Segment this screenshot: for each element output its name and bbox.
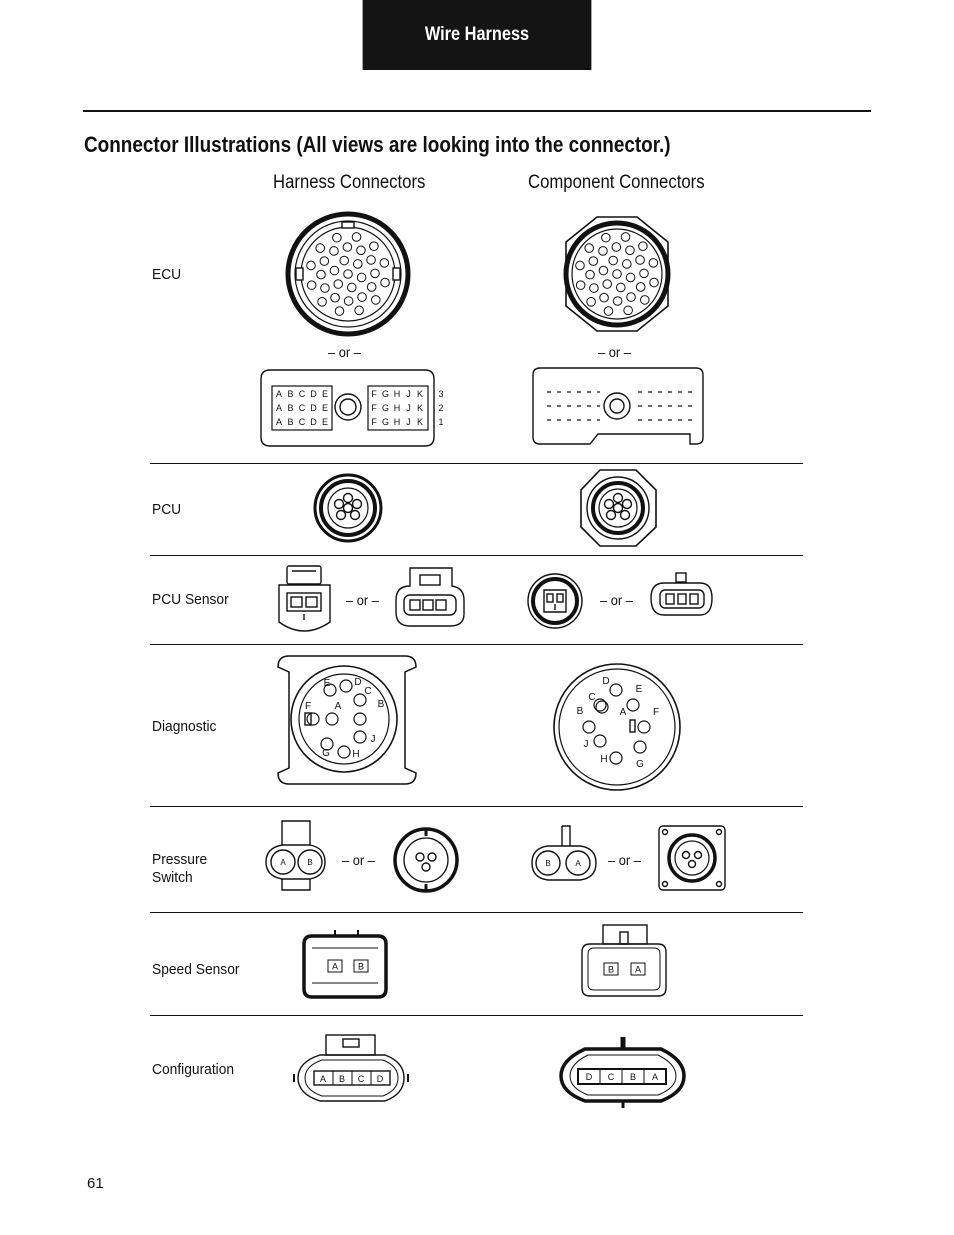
or-label: – or – [608, 852, 641, 868]
ecu-row-number: 2 [438, 403, 444, 413]
ecu-pin-label: H [393, 403, 401, 413]
ecu-pin-label: K [416, 389, 424, 399]
or-label: – or – [346, 592, 379, 608]
row-label-pcu: PCU [152, 501, 182, 518]
pressure-pin-label: B [545, 859, 551, 868]
diagnostic-pin-label: D [602, 676, 610, 687]
diagnostic-pin-label: B [576, 706, 584, 717]
diagnostic-pin [610, 684, 622, 696]
ecu-pin [320, 257, 329, 266]
ecu-pin [626, 273, 635, 282]
page-title: Connector Illustrations (All views are looking into the connector.) [84, 132, 671, 157]
diagnostic-harness-pins [305, 677, 385, 760]
pressure-pin-label: A [575, 859, 581, 868]
page-number: 61 [87, 1175, 104, 1192]
configuration-harness-connector [294, 1035, 408, 1101]
diagnostic-pin-label: J [583, 739, 589, 750]
ecu-pin [343, 243, 352, 252]
pcu-sensor-component-alt-connector [651, 573, 712, 615]
ecu-pin [330, 266, 339, 275]
ecu-pin [613, 270, 622, 279]
ecu-pin [380, 259, 389, 268]
ecu-pin-label: E [321, 403, 329, 413]
ecu-pin-label: J [406, 403, 411, 413]
ecu-pin [371, 269, 380, 278]
ecu-harness-circular-connector [288, 214, 408, 334]
ecu-pin-label: B [287, 417, 294, 427]
ecu-pin [358, 293, 367, 302]
diagnostic-pin-label: E [323, 678, 331, 689]
ecu-pin-label: F [371, 403, 377, 413]
ecu-pin [318, 298, 327, 307]
ecu-pin [372, 296, 381, 305]
diagnostic-pin-label: A [334, 701, 342, 712]
ecu-row-number: 3 [438, 389, 444, 399]
ecu-pin [340, 256, 349, 265]
ecu-pin [587, 298, 596, 307]
ecu-pin-labels [276, 389, 444, 427]
ecu-pin [344, 270, 353, 279]
ecu-pin [381, 278, 390, 287]
pressure-pin-label: B [307, 858, 313, 867]
pcu-component-connector [581, 470, 656, 546]
ecu-pin [585, 244, 594, 253]
ecu-pin-label: A [275, 417, 283, 427]
config-pin-label: B [338, 1074, 346, 1084]
pressure-pin-label: A [280, 858, 286, 867]
ecu-pin-label: D [310, 389, 317, 399]
ecu-pin [357, 246, 366, 255]
or-label: – or – [598, 344, 631, 360]
speed-pin-label: A [634, 964, 642, 975]
diagnostic-pin-label: F [652, 707, 660, 718]
diagnostic-pin [338, 746, 350, 758]
ecu-pin-label: F [371, 389, 377, 399]
ecu-pin-label: A [275, 389, 283, 399]
diagnostic-harness-connector [278, 656, 416, 784]
diagnostic-pin-label: A [619, 707, 627, 718]
diagnostic-pin-label: F [304, 701, 312, 712]
ecu-pin-label: J [406, 417, 411, 427]
ecu-pin [621, 233, 630, 242]
diagnostic-component-pins [577, 676, 659, 770]
ecu-pin [576, 281, 585, 290]
ecu-pin [357, 273, 366, 282]
ecu-pin [626, 246, 635, 255]
diagnostic-pin [594, 735, 606, 747]
diagnostic-pin [638, 721, 650, 733]
diagnostic-pin-label: E [635, 684, 643, 695]
ecu-pin [616, 283, 625, 292]
diagnostic-pin-label: H [600, 754, 608, 765]
ecu-pin-label: H [393, 389, 401, 399]
pcu-sensor-component-connector [528, 574, 582, 628]
configuration-pin-labels [314, 1069, 666, 1085]
diagnostic-pin [583, 721, 595, 733]
ecu-pin-label: C [298, 403, 306, 413]
ecu-pin [612, 243, 621, 252]
ecu-pin [321, 284, 330, 293]
config-pin-label: A [319, 1074, 327, 1084]
pressure-label-line1: Pressure [152, 851, 208, 868]
ecu-pin [316, 244, 325, 253]
ecu-pin [355, 306, 364, 315]
ecu-pin [317, 270, 326, 279]
ecu-row-number: 1 [438, 417, 444, 427]
ecu-pin [590, 284, 599, 293]
ecu-pin [602, 233, 611, 242]
diagnostic-pin-label: C [364, 686, 372, 697]
speed-sensor-component-connector [582, 925, 666, 996]
ecu-pin [576, 261, 585, 270]
ecu-component-rectangular-connector [533, 368, 703, 444]
row-label-diagnostic: Diagnostic [152, 718, 217, 735]
ecu-pin [334, 280, 343, 289]
ecu-pin [636, 283, 645, 292]
ecu-pin [641, 296, 650, 305]
row-label-speed-sensor: Speed Sensor [152, 961, 240, 978]
component-connectors-heading: Component Connectors [528, 172, 705, 193]
config-pin-label: B [629, 1072, 637, 1082]
speed-pin-label: A [331, 961, 339, 972]
ecu-pin [622, 260, 631, 269]
ecu-pin [367, 283, 376, 292]
pressure-label-line2: Switch [152, 869, 193, 886]
row-label-ecu: ECU [152, 266, 182, 283]
ecu-pin-label: E [321, 417, 329, 427]
speed-pin-label: B [357, 961, 365, 972]
ecu-pin-label: C [298, 417, 306, 427]
ecu-pin-field [576, 233, 659, 316]
section-tab: Wire Harness [363, 0, 592, 70]
ecu-pin [352, 233, 361, 242]
pcu-sensor-harness-connector [279, 566, 330, 631]
harness-connectors-heading: Harness Connectors [273, 172, 426, 193]
pressure-switch-component-alt-connector [659, 826, 725, 890]
diagnostic-pin [326, 713, 338, 725]
ecu-pin [344, 297, 353, 306]
ecu-pin [649, 259, 658, 268]
diagnostic-pin [307, 713, 319, 725]
diagnostic-pin-label: C [588, 692, 596, 703]
diagnostic-component-connector [554, 664, 680, 790]
diagnostic-pin-label: J [370, 734, 376, 745]
config-pin-label: A [651, 1072, 659, 1082]
ecu-pin [335, 307, 344, 316]
ecu-pin-label: K [416, 417, 424, 427]
ecu-pin [307, 261, 316, 270]
ecu-pin [599, 266, 608, 275]
diagnostic-pin [627, 699, 639, 711]
diagnostic-pin-label: B [377, 699, 385, 710]
ecu-pin [347, 283, 356, 292]
ecu-pin [636, 256, 645, 265]
config-pin-label: D [376, 1074, 384, 1084]
ecu-pin-label: H [393, 417, 401, 427]
ecu-pin [639, 242, 648, 251]
diagnostic-pin [610, 752, 622, 764]
ecu-pin [589, 257, 598, 266]
row-label-configuration: Configuration [152, 1061, 235, 1078]
pressure-switch-harness-connector [266, 821, 325, 890]
ecu-pin [613, 297, 622, 306]
or-label: – or – [342, 852, 375, 868]
config-pin-label: C [357, 1074, 365, 1084]
ecu-pin-label: A [275, 403, 283, 413]
ecu-pin [353, 260, 362, 269]
ecu-pin-label: D [310, 417, 317, 427]
or-label: – or – [600, 592, 633, 608]
ecu-pin [604, 307, 613, 316]
row-label-pcu-sensor: PCU Sensor [152, 591, 229, 608]
ecu-pin [370, 242, 379, 251]
ecu-pin-label: B [287, 403, 294, 413]
config-pin-label: D [585, 1072, 593, 1082]
diagnostic-pin-label: H [352, 749, 360, 760]
ecu-pin-label: G [381, 389, 390, 399]
speed-sensor-harness-connector [304, 930, 386, 997]
diagnostic-pin-label: G [322, 748, 330, 759]
pcu-harness-connector [315, 475, 381, 541]
speed-pin-label: B [607, 964, 615, 975]
or-label: – or – [328, 344, 361, 360]
ecu-pin [307, 281, 316, 290]
ecu-pin [333, 233, 342, 242]
ecu-pin [331, 293, 340, 302]
ecu-pin [627, 293, 636, 302]
ecu-component-circular-connector [566, 217, 668, 331]
ecu-pin [609, 256, 618, 265]
pressure-switch-component-connector [532, 826, 596, 880]
ecu-pin-label: E [321, 389, 329, 399]
ecu-pin-label: K [416, 403, 424, 413]
ecu-pin [600, 293, 609, 302]
ecu-pin-label: J [406, 389, 411, 399]
ecu-pin [330, 247, 339, 256]
pressure-switch-harness-alt-connector [395, 829, 457, 891]
diagnostic-pin [340, 680, 352, 692]
ecu-pin [603, 280, 612, 289]
ecu-pin [367, 256, 376, 265]
diagnostic-pin [354, 731, 366, 743]
diagnostic-pin-label: G [636, 759, 644, 770]
ecu-pin [586, 270, 595, 279]
ecu-pin-field [307, 233, 390, 316]
diagnostic-pin [634, 741, 646, 753]
ecu-pin-label: C [298, 389, 306, 399]
ecu-pin [640, 269, 649, 278]
diagnostic-pin-label: D [354, 677, 362, 688]
pcu-sensor-harness-alt-connector [396, 568, 464, 626]
ecu-pin-label: F [371, 417, 377, 427]
config-pin-label: C [607, 1072, 615, 1082]
speed-sensor-pin-labels [328, 960, 645, 975]
ecu-pin-label: B [287, 389, 294, 399]
ecu-pin-label: D [310, 403, 317, 413]
ecu-pin [624, 306, 633, 315]
ecu-pin [599, 247, 608, 256]
ecu-pin-label: G [381, 403, 390, 413]
diagnostic-pin [354, 713, 366, 725]
ecu-pin [650, 278, 659, 287]
ecu-pin-label: G [381, 417, 390, 427]
